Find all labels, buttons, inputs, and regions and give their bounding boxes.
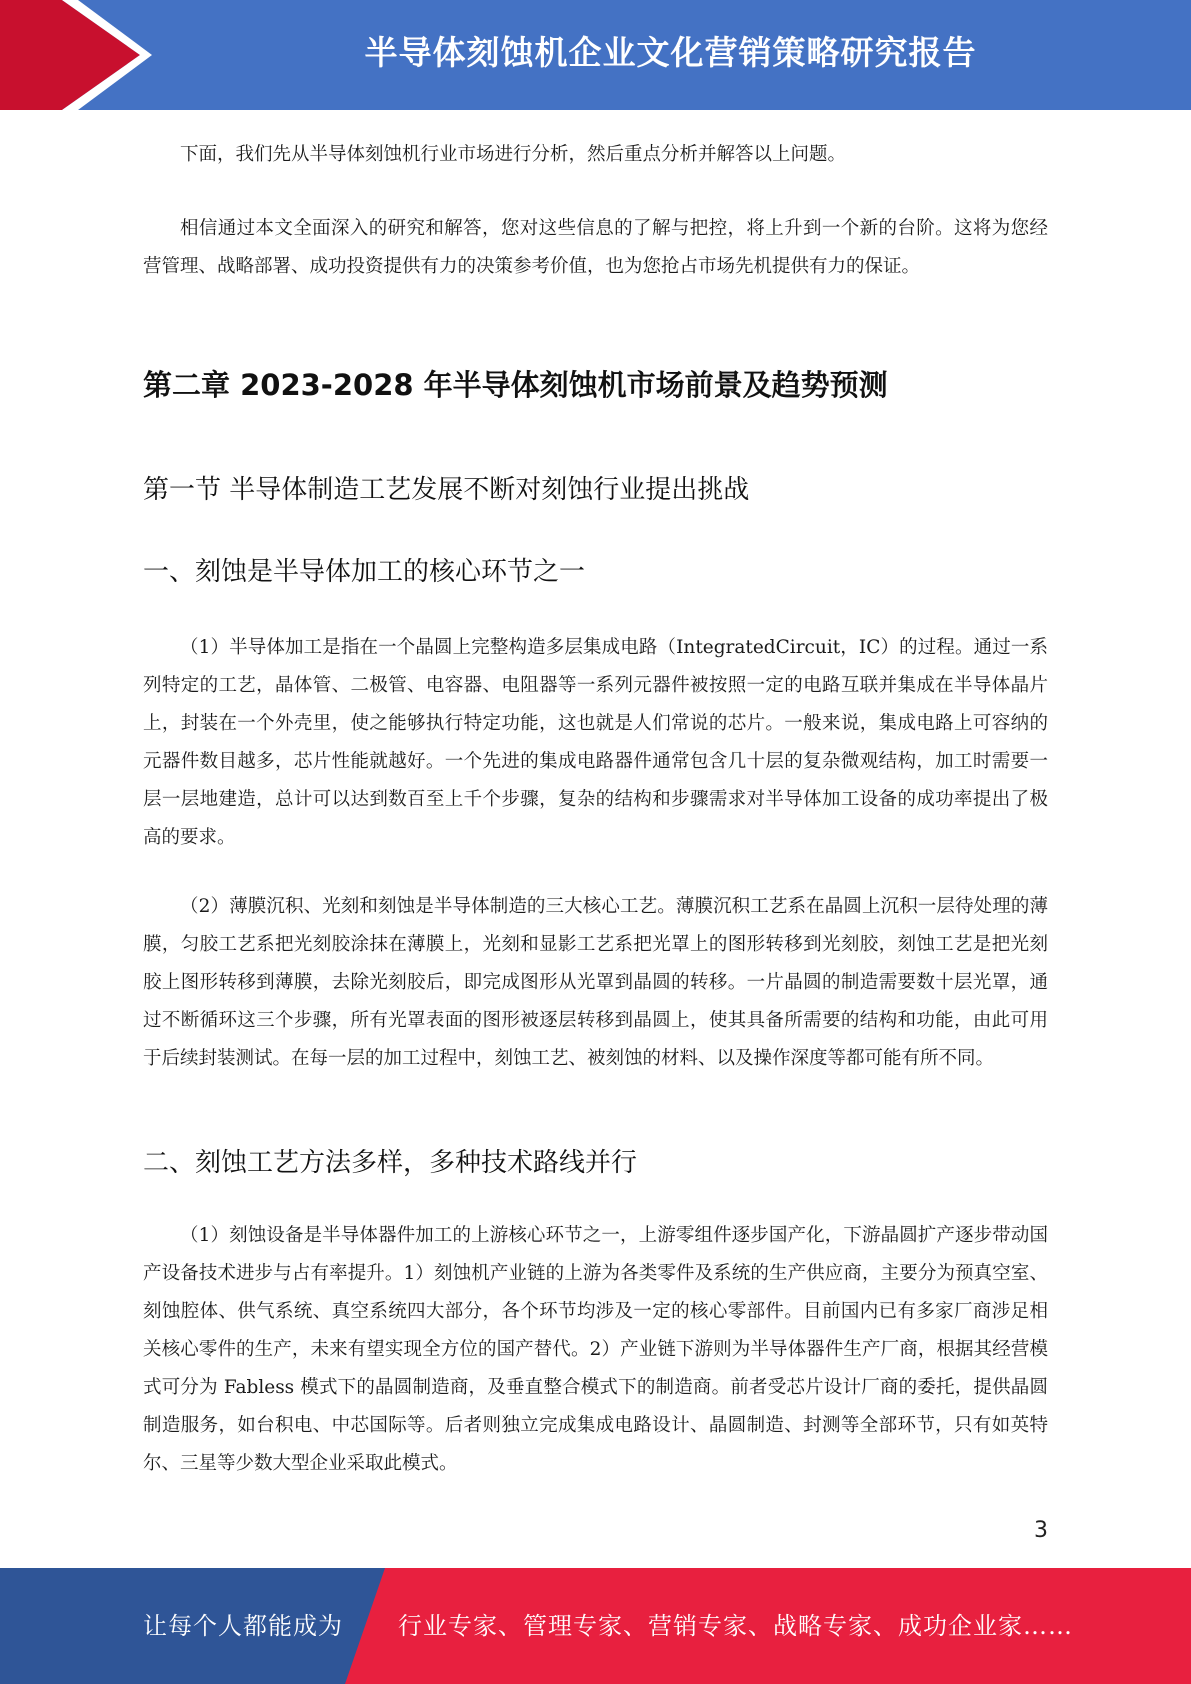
intro-paragraph-1: 下面，我们先从半导体刻蚀机行业市场进行分析，然后重点分析并解答以上问题。	[180, 144, 847, 165]
subsection-1-para-2-block	[143, 888, 1048, 1078]
intro-block-2	[143, 210, 1048, 286]
intro-block	[143, 136, 1048, 174]
page-number: 3	[1034, 1518, 1048, 1543]
page-header	[0, 0, 1191, 110]
subsection-heading-1: 一、刻蚀是半导体加工的核心环节之一	[143, 557, 586, 587]
subsection-1-paragraph-2: （2）薄膜沉积、光刻和刻蚀是半导体制造的三大核心工艺。薄膜沉积工艺系在晶圆上沉积一层待处理的薄膜，匀胶工艺系把光刻胶涂抹在薄膜上，光刻和显影工艺系把光罩上的图形转移到光刻胶，刻蚀工艺是把光刻胶上图形转移到薄膜，去除光刻胶后，即完成图形从光罩到晶圆的转移。一片晶圆的制造需要数十层光罩，通过不断循环这三个步骤，所有光罩表面的图形被逐层转移到晶圆上，使其具备所需要的结构和功能，由此可用于后续封装测试。在每一层的加工过程中，刻蚀工艺、被刻蚀的材料、以及操作深度等都可能有所不同。	[143, 896, 1048, 1069]
subsection-2-para-1-block	[143, 1217, 1048, 1483]
chapter-heading: 第二章 2023-2028 年半导体刻蚀机市场前景及趋势预测	[143, 368, 888, 402]
section-heading: 第一节 半导体制造工艺发展不断对刻蚀行业提出挑战	[143, 475, 750, 505]
subsection-1-para-1-block	[143, 629, 1048, 857]
footer-slogan-left: 让每个人都能成为	[143, 1612, 343, 1640]
subsection-1-paragraph-1: （1）半导体加工是指在一个晶圆上完整构造多层集成电路（IntegratedCircuit，IC）的过程。通过一系列特定的工艺，晶体管、二极管、电容器、电阻器等一系列元器件被按照一定的电路互联并集成在半导体晶片上，封装在一个外壳里，使之能够执行特定功能，这也就是人们常说的芯片。一般来说，集成电路上可容纳的元器件数目越多，芯片性能就越好。一个先进的集成电路器件通常包含几十层的复杂微观结构，加工时需要一层一层地建造，总计可以达到数百至上千个步骤，复杂的结构和步骤需求对半导体加工设备的成功率提出了极高的要求。	[143, 637, 1048, 848]
subsection-2-paragraph-1: （1）刻蚀设备是半导体器件加工的上游核心环节之一，上游零组件逐步国产化，下游晶圆扩产逐步带动国产设备技术进步与占有率提升。1）刻蚀机产业链的上游为各类零件及系统的生产供应商，主要分为预真空室、刻蚀腔体、供气系统、真空系统四大部分，各个环节均涉及一定的核心零部件。目前国内已有多家厂商涉足相关核心零件的生产，未来有望实现全方位的国产替代。2）产业链下游则为半导体器件生产厂商，根据其经营模式可分为 Fabless 模式下的晶圆制造商，及垂直整合模式下的制造商。前者受芯片设计厂商的委托，提供晶圆制造服务，如台积电、中芯国际等。后者则独立完成集成电路设计、晶圆制造、封测等全部环节，只有如英特尔、三星等少数大型企业采取此模式。	[143, 1225, 1048, 1474]
page-footer	[0, 1568, 1191, 1684]
intro-paragraph-2: 相信通过本文全面深入的研究和解答，您对这些信息的了解与把控，将上升到一个新的台阶。这将为您经营管理、战略部署、成功投资提供有力的决策参考价值，也为您抢占市场先机提供有力的保证。	[143, 218, 1048, 277]
header-arrow-decoration	[0, 0, 160, 110]
report-title: 半导体刻蚀机企业文化营销策略研究报告	[364, 33, 977, 72]
subsection-heading-2: 二、刻蚀工艺方法多样，多种技术路线并行	[143, 1148, 638, 1178]
footer-slogan-right: 行业专家、管理专家、营销专家、战略专家、成功企业家……	[398, 1612, 1073, 1640]
